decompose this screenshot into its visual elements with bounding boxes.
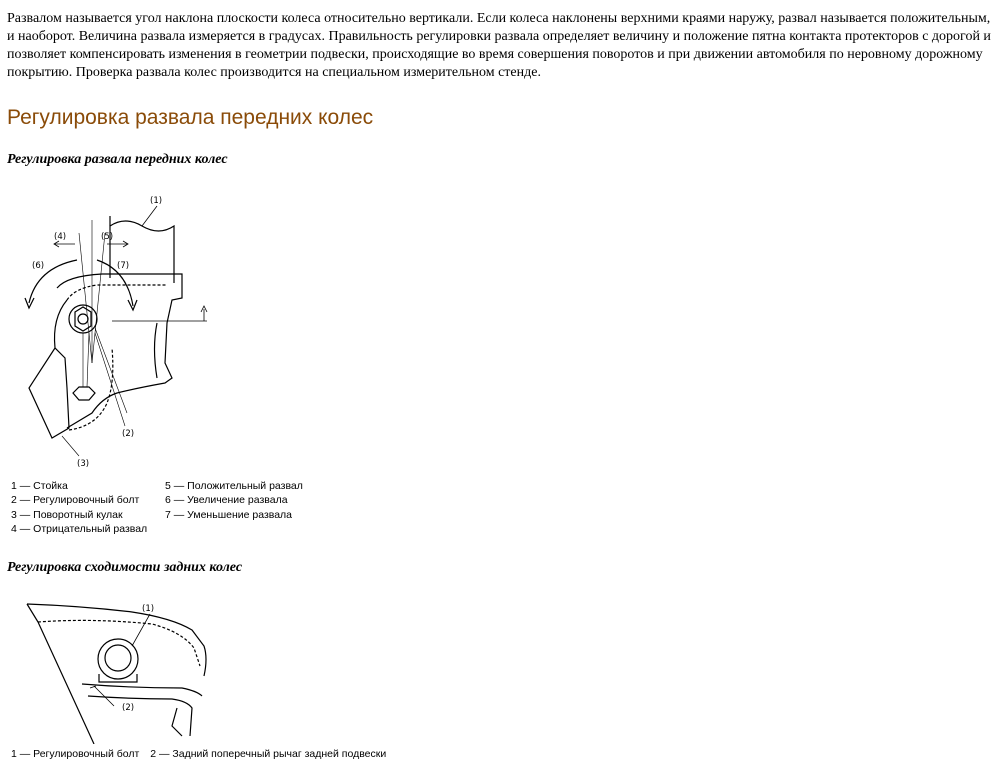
intro-paragraph: Развалом называется угол наклона плоскости колеса относительно вертикали. Если колеса наклонены верхними краями наружу, развал называется положительным, и наоборот. Величина развала измеряется в градусах. Правильность регулировки развала определяет величину и положение пятна контакта протекторов с дорогой и позволяет компенсировать изменения в геометрии подвески, происходящие во время совершения поворотов и при движении автомобиля по неровному дорожному покрытию. Проверка развала колес производится на специальном измерительном стенде. [7,11,991,80]
legend-item: 2 — Регулировочный болт [11,494,140,507]
legend-item: 2 — Задний поперечный рычаг задней подвески [150,748,387,760]
legend-item: 3 — Поворотный кулак [11,508,123,521]
figure1-legend-column-1 [11,479,147,536]
figure1-label-6: (6) [32,261,45,271]
figure1-label-2: (2) [122,429,135,439]
figure1-label-1: (1) [150,196,163,206]
figure1-label-3: (3) [77,459,90,469]
figure1-label-7: (7) [117,261,130,271]
figure2-toe-diagram [22,596,222,744]
legend-item: 7 — Уменьшение развала [165,508,293,521]
figure2-caption: Регулировка сходимости задних колес [7,560,243,575]
section-heading: Регулировка развала передних колес [7,106,374,129]
figure1-label-5: (5) [101,232,114,242]
figure1-label-4: (4) [54,232,67,242]
legend-item: 4 — Отрицательный развал [11,522,148,535]
figure2-legend [11,748,386,760]
legend-item: 1 — Регулировочный болт [11,748,140,760]
legend-item: 6 — Увеличение развала [165,494,288,507]
figure1-legend-column-2 [165,479,303,522]
figure1-camber-diagram [7,188,227,473]
figure2-label-2: (2) [122,703,135,713]
legend-item: 5 — Положительный развал [165,480,303,492]
figure2-label-1: (1) [142,604,155,614]
legend-item: 1 — Стойка [11,480,68,492]
figure1-caption: Регулировка развала передних колес [7,152,228,167]
